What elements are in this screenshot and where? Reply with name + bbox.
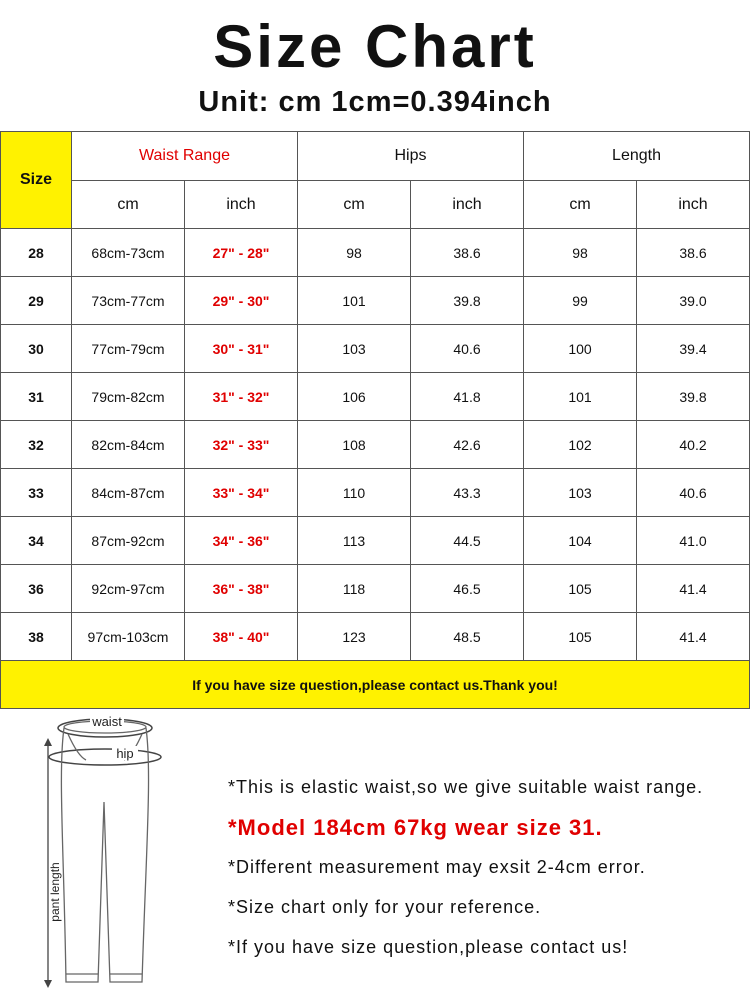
hips-cm-cell: 101 <box>298 277 411 325</box>
length-inch-cell: 41.4 <box>637 565 750 613</box>
table-row <box>1 421 750 469</box>
length-inch-cell: 40.2 <box>637 421 750 469</box>
waist-cm-cell: 77cm-79cm <box>72 325 185 373</box>
table-row <box>1 325 750 373</box>
waist-cm-cell: 97cm-103cm <box>72 613 185 661</box>
hips-cm-cell: 118 <box>298 565 411 613</box>
waist-cm-cell: 92cm-97cm <box>72 565 185 613</box>
hips-inch-cell: 48.5 <box>411 613 524 661</box>
unit-header-hips-cm: cm <box>298 181 411 229</box>
hip-label: hip <box>116 746 134 761</box>
hips-inch-cell: 39.8 <box>411 277 524 325</box>
table-row <box>1 517 750 565</box>
group-header-row <box>1 132 750 181</box>
waist-inch-cell: 33" - 34" <box>185 469 298 517</box>
note-contact-us: *If you have size question,please contact us! <box>228 937 629 957</box>
length-inch-cell: 38.6 <box>637 229 750 277</box>
unit-header-hips-inch: inch <box>411 181 524 229</box>
length-cm-cell: 98 <box>524 229 637 277</box>
waist-cm-cell: 82cm-84cm <box>72 421 185 469</box>
hips-cm-cell: 110 <box>298 469 411 517</box>
length-cm-cell: 100 <box>524 325 637 373</box>
hips-inch-cell: 46.5 <box>411 565 524 613</box>
unit-header-length-cm: cm <box>524 181 637 229</box>
waist-inch-cell: 36" - 38" <box>185 565 298 613</box>
table-row <box>1 613 750 661</box>
size-cell: 32 <box>1 421 72 469</box>
length-cm-cell: 105 <box>524 613 637 661</box>
pant-length-label: pant length <box>48 862 62 922</box>
hips-cm-cell: 113 <box>298 517 411 565</box>
waist-inch-cell: 29" - 30" <box>185 277 298 325</box>
waist-cm-cell: 79cm-82cm <box>72 373 185 421</box>
waist-cm-cell: 87cm-92cm <box>72 517 185 565</box>
left-pocket <box>68 734 86 760</box>
size-cell: 29 <box>1 277 72 325</box>
unit-header-row <box>1 181 750 229</box>
waist-inch-cell: 32" - 33" <box>185 421 298 469</box>
table-row <box>1 277 750 325</box>
length-cm-cell: 104 <box>524 517 637 565</box>
hips-inch-cell: 41.8 <box>411 373 524 421</box>
length-inch-cell: 41.0 <box>637 517 750 565</box>
length-cm-cell: 101 <box>524 373 637 421</box>
waist-inch-cell: 31" - 32" <box>185 373 298 421</box>
hips-cm-cell: 123 <box>298 613 411 661</box>
waist-cm-cell: 73cm-77cm <box>72 277 185 325</box>
table-row <box>1 565 750 613</box>
hips-cm-cell: 108 <box>298 421 411 469</box>
size-cell: 33 <box>1 469 72 517</box>
waist-range-header: Waist Range <box>72 132 298 181</box>
size-cell: 34 <box>1 517 72 565</box>
hips-inch-cell: 40.6 <box>411 325 524 373</box>
hips-cm-cell: 98 <box>298 229 411 277</box>
unit-header-length-inch: inch <box>637 181 750 229</box>
note-model-size: *Model 184cm 67kg wear size 31. <box>228 815 603 840</box>
contact-footer: If you have size question,please contact us.Thank you! <box>1 661 750 709</box>
hips-header: Hips <box>298 132 524 181</box>
waist-inch-cell: 34" - 36" <box>185 517 298 565</box>
hips-inch-cell: 38.6 <box>411 229 524 277</box>
hips-inch-cell: 44.5 <box>411 517 524 565</box>
size-header: Size <box>1 132 72 229</box>
unit-header-waist-inch: inch <box>185 181 298 229</box>
pants-diagram <box>28 712 208 997</box>
length-cm-cell: 105 <box>524 565 637 613</box>
length-inch-cell: 40.6 <box>637 469 750 517</box>
hips-inch-cell: 42.6 <box>411 421 524 469</box>
size-cell: 30 <box>1 325 72 373</box>
length-inch-cell: 39.0 <box>637 277 750 325</box>
waist-inch-cell: 38" - 40" <box>185 613 298 661</box>
size-table <box>0 131 750 709</box>
hips-cm-cell: 106 <box>298 373 411 421</box>
unit-header-waist-cm: cm <box>72 181 185 229</box>
note-measurement-error: *Different measurement may exsit 2-4cm error. <box>228 857 646 877</box>
note-reference-only: *Size chart only for your reference. <box>228 897 542 917</box>
length-cm-cell: 99 <box>524 277 637 325</box>
hip-measure-ring <box>49 749 161 765</box>
size-cell: 36 <box>1 565 72 613</box>
waist-inch-cell: 27" - 28" <box>185 229 298 277</box>
footer-row <box>1 661 750 709</box>
size-cell: 28 <box>1 229 72 277</box>
hips-cm-cell: 103 <box>298 325 411 373</box>
length-header: Length <box>524 132 750 181</box>
waist-label: waist <box>92 714 122 729</box>
length-inch-cell: 39.4 <box>637 325 750 373</box>
unit-subtitle: Unit: cm 1cm=0.394inch <box>198 86 552 118</box>
page-title: Size Chart <box>213 13 537 80</box>
table-row <box>1 469 750 517</box>
length-cm-cell: 102 <box>524 421 637 469</box>
length-inch-cell: 39.8 <box>637 373 750 421</box>
table-row <box>1 373 750 421</box>
length-cm-cell: 103 <box>524 469 637 517</box>
size-cell: 31 <box>1 373 72 421</box>
size-cell: 38 <box>1 613 72 661</box>
waist-inch-cell: 30" - 31" <box>185 325 298 373</box>
table-row <box>1 229 750 277</box>
waist-cm-cell: 84cm-87cm <box>72 469 185 517</box>
note-elastic-waist: *This is elastic waist,so we give suitable waist range. <box>228 777 704 797</box>
waist-cm-cell: 68cm-73cm <box>72 229 185 277</box>
length-inch-cell: 41.4 <box>637 613 750 661</box>
pants-outline <box>61 728 148 982</box>
hips-inch-cell: 43.3 <box>411 469 524 517</box>
